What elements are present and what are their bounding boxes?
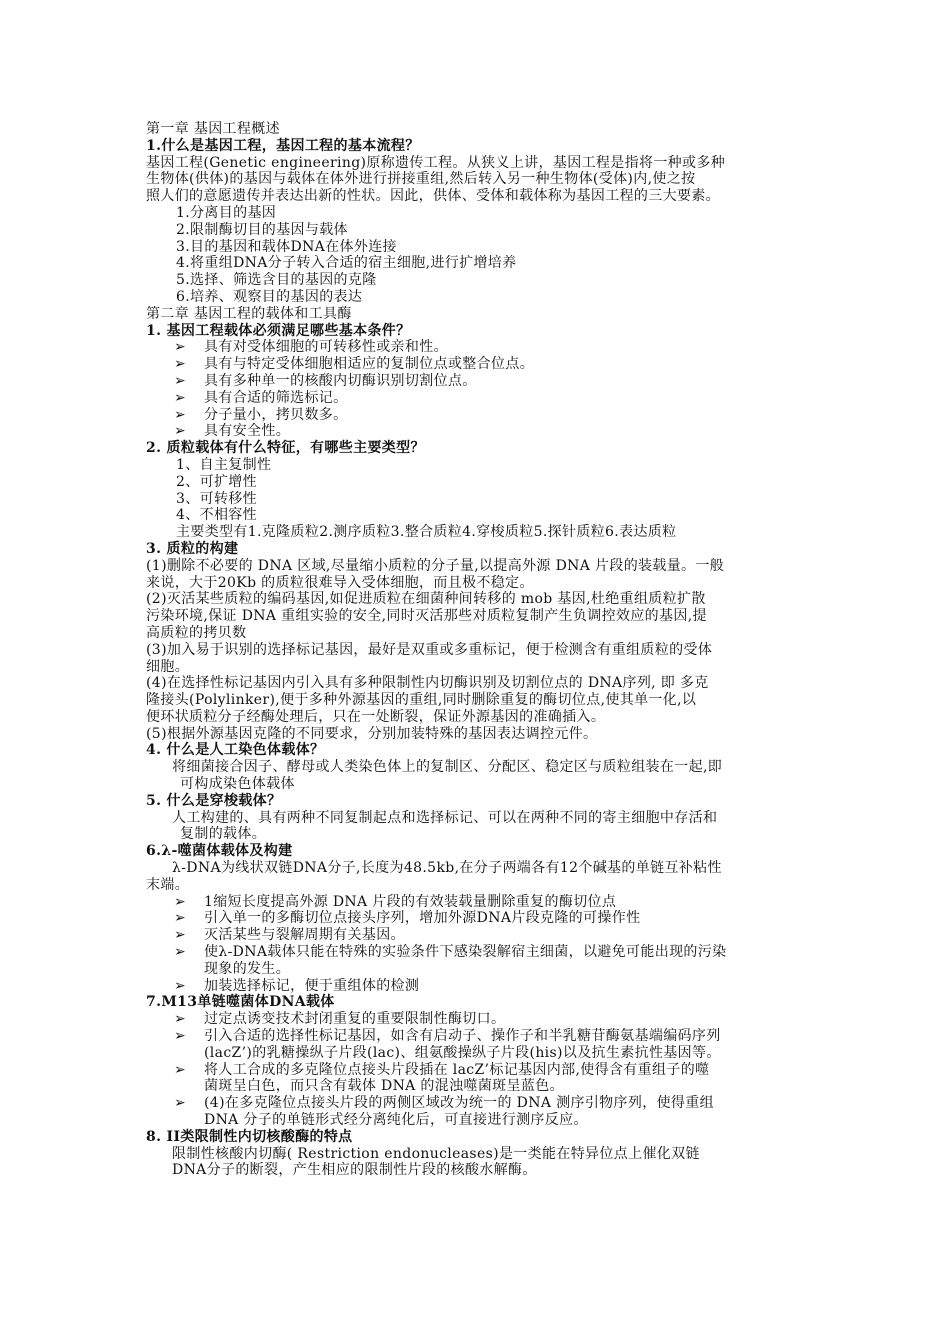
step-item: 5.选择、筛选含目的基因的克隆 bbox=[176, 272, 377, 289]
arrow-bullet-icon: ➢ bbox=[174, 356, 187, 373]
bullet-item bbox=[146, 407, 816, 424]
paragraph-line: 细胞。 bbox=[146, 658, 190, 675]
chapter-2-title: 第二章 基因工程的载体和工具酶 bbox=[146, 305, 352, 322]
paragraph-line: 来说，大于20Kb 的质粒很难导入受体细胞，而且极不稳定。 bbox=[146, 574, 534, 591]
bullet-item bbox=[146, 356, 816, 373]
question-heading: 6.λ-噬菌体载体及构建 bbox=[146, 843, 293, 860]
bullet-text: (4)在多克隆位点接头片段的两侧区域改为统一的 DNA 测序引物序列，使得重组 bbox=[204, 1095, 714, 1112]
paragraph-line: (2)灭活某些质粒的编码基因,如促进质粒在细菌种间转移的 mob 基因,杜绝重组质粒扩散 bbox=[146, 591, 706, 608]
paragraph-line: 末端。 bbox=[146, 876, 190, 893]
bullet-text: 灭活某些与裂解周期有关基因。 bbox=[204, 927, 405, 944]
step-item: 6.培养、观察目的基因的表达 bbox=[176, 288, 363, 305]
paragraph-line: (3)加入易于识别的选择标记基因，最好是双重或多重标记，便于检测含有重组质粒的受体 bbox=[146, 641, 713, 658]
paragraph-line: λ-DNA为线状双链DNA分子,长度为48.5kb,在分子两端各有12个碱基的单链互补粘性 bbox=[172, 860, 722, 877]
bullet-item bbox=[146, 944, 816, 961]
arrow-bullet-icon: ➢ bbox=[174, 406, 187, 423]
bullet-text: 1缩短长度提高外源 DNA 片段的有效装载量删除重复的酶切位点 bbox=[204, 893, 617, 910]
arrow-bullet-icon: ➢ bbox=[174, 1028, 187, 1045]
bullet-text: 具有安全性。 bbox=[204, 423, 291, 440]
question-heading: 8. II类限制性内切核酸酶的特点 bbox=[146, 1128, 353, 1145]
step-item: 4.将重组DNA分子转入合适的宿主细胞,进行扩增培养 bbox=[176, 255, 517, 272]
paragraph-line: 高质粒的拷贝数 bbox=[146, 624, 247, 641]
bullet-continuation: DNA 分子的单链形式经分离纯化后，可直接进行测序反应。 bbox=[204, 1112, 588, 1129]
paragraph-line: 污染环境,保证 DNA 重组实验的安全,同时灭活那些对质粒复制产生负调控效应的基因,提 bbox=[146, 608, 707, 625]
bullet-item bbox=[146, 1062, 816, 1079]
paragraph-line: (5)根据外源基因克隆的不同要求，分别加装特殊的基因表达调控元件。 bbox=[146, 725, 598, 742]
bullet-item bbox=[146, 390, 816, 407]
bullet-text: 使λ-DNA载体只能在特殊的实验条件下感染裂解宿主细菌，以避免可能出现的污染 bbox=[204, 944, 727, 961]
arrow-bullet-icon: ➢ bbox=[174, 1011, 187, 1028]
bullet-item bbox=[146, 339, 816, 356]
bullet-text: 引入合适的选择性标记基因，如含有启动子、操作子和半乳糖苷酶氨基端编码序列 bbox=[204, 1028, 721, 1045]
question-heading: 5. 什么是穿梭载体？ bbox=[146, 792, 282, 809]
question-heading: 7.M13单链噬菌体DNA载体 bbox=[146, 994, 335, 1011]
answer-line: 限制性核酸内切酶( Restriction endonucleases)是一类能在特异位点上催化双链 bbox=[172, 1145, 700, 1162]
bullet-text: 将人工合成的多克隆位点接头片段插在 lacZ’标记基因内部,使得含有重组子的噬 bbox=[204, 1061, 710, 1078]
arrow-bullet-icon: ➢ bbox=[174, 423, 187, 440]
answer-line: DNA分子的断裂，产生相应的限制性片段的核酸水解酶。 bbox=[172, 1162, 537, 1179]
answer-line: 复制的载体。 bbox=[180, 826, 267, 843]
bullet-continuation: 菌斑呈白色，而只含有载体 DNA 的混浊噬菌斑呈蓝色。 bbox=[204, 1078, 564, 1095]
arrow-bullet-icon: ➢ bbox=[174, 389, 187, 406]
bullet-text: 具有多种单一的核酸内切酶识别切割位点。 bbox=[204, 372, 477, 389]
chapter-1-title: 第一章 基因工程概述 bbox=[146, 121, 280, 137]
arrow-bullet-icon: ➢ bbox=[174, 893, 187, 910]
arrow-bullet-icon: ➢ bbox=[174, 372, 187, 389]
question-heading: 1.什么是基因工程，基因工程的基本流程？ bbox=[146, 137, 420, 154]
bullet-item bbox=[146, 1095, 816, 1112]
step-item: 1.分离目的基因 bbox=[176, 204, 277, 221]
bullet-text: 过定点诱变技术封闭重复的重要限制性酶切口。 bbox=[204, 1011, 506, 1028]
bullet-text: 加装选择标记，便于重组体的检测 bbox=[204, 977, 420, 994]
question-heading: 4. 什么是人工染色体载体？ bbox=[146, 742, 325, 759]
arrow-bullet-icon: ➢ bbox=[174, 910, 187, 927]
list-item: 2、可扩增性 bbox=[176, 473, 258, 490]
paragraph-line: 隆接头(Polylinker),便于多种外源基因的重组,同时删除重复的酶切位点,使其单一化,以 bbox=[146, 692, 697, 709]
step-item: 3.目的基因和载体DNA在体外连接 bbox=[176, 238, 397, 255]
paragraph-line: 基因工程(Genetic engineering)原称遗传工程。从狭义上讲，基因工程是指将一种或多种 bbox=[146, 154, 726, 171]
answer-line: 可构成染色体载体 bbox=[180, 776, 295, 793]
answer-line: 将细菌接合因子、酵母或人类染色体上的复制区、分配区、稳定区与质粒组装在一起,即 bbox=[172, 759, 723, 776]
arrow-bullet-icon: ➢ bbox=[174, 1061, 187, 1078]
bullet-item bbox=[146, 978, 816, 995]
document-page bbox=[146, 121, 816, 1179]
question-heading: 3. 质粒的构建 bbox=[146, 540, 239, 557]
plasmid-types: 主要类型有1.克隆质粒2.测序质粒3.整合质粒4.穿梭质粒5.探针质粒6.表达质粒 bbox=[176, 524, 677, 541]
bullet-item bbox=[146, 373, 816, 390]
bullet-continuation: (lacZ’)的乳糖操纵子片段(lac)、组氨酸操纵子片段(his)以及抗生素抗性基因等。 bbox=[204, 1044, 721, 1061]
question-heading: 1. 基因工程载体必须满足哪些基本条件？ bbox=[146, 322, 411, 339]
bullet-item bbox=[146, 1011, 816, 1028]
bullet-text: 分子量小，拷贝数多。 bbox=[204, 406, 348, 423]
bullet-continuation: 现象的发生。 bbox=[204, 960, 291, 977]
list-item: 3、可转移性 bbox=[176, 490, 258, 507]
bullet-text: 具有与特定受体细胞相适应的复制位点或整合位点。 bbox=[204, 356, 535, 373]
question-heading: 2. 质粒载体有什么特征，有哪些主要类型？ bbox=[146, 440, 425, 457]
list-item: 4、不相容性 bbox=[176, 507, 258, 524]
arrow-bullet-icon: ➢ bbox=[174, 339, 187, 356]
arrow-bullet-icon: ➢ bbox=[174, 944, 187, 961]
bullet-item bbox=[146, 1028, 816, 1045]
paragraph-line: (1)删除不必要的 DNA 区域,尽量缩小质粒的分子量,以提高外源 DNA 片段的装载量。一般 bbox=[146, 557, 725, 574]
bullet-text: 具有对受体细胞的可转移性或亲和性。 bbox=[204, 339, 448, 356]
answer-line: 人工构建的、具有两种不同复制起点和选择标记、可以在两种不同的寄主细胞中存活和 bbox=[172, 809, 718, 826]
bullet-text: 具有合适的筛选标记。 bbox=[204, 389, 348, 406]
paragraph-line: 生物体(供体)的基因与载体在体外进行拼接重组,然后转入另一种生物体(受体)内,使之按 bbox=[146, 171, 696, 188]
step-item: 2.限制酶切目的基因与载体 bbox=[176, 221, 348, 238]
bullet-text: 引入单一的多酶切位点接头序列，增加外源DNA片段克隆的可操作性 bbox=[204, 910, 641, 927]
bullet-item bbox=[146, 927, 816, 944]
bullet-item bbox=[146, 910, 816, 927]
list-item: 1、自主复制性 bbox=[176, 456, 272, 473]
bullet-item bbox=[146, 423, 816, 440]
paragraph-line: 便环状质粒分子经酶处理后，只在一处断裂，保证外源基因的准确插入。 bbox=[146, 708, 606, 725]
paragraph-line: 照人们的意愿遗传并表达出新的性状。因此，供体、受体和载体称为基因工程的三大要素。 bbox=[146, 188, 720, 205]
arrow-bullet-icon: ➢ bbox=[174, 977, 187, 994]
paragraph-line: (4)在选择性标记基因内引入具有多种限制性内切酶识别及切割位点的 DNA序列, 即 多克 bbox=[146, 675, 709, 692]
arrow-bullet-icon: ➢ bbox=[174, 927, 187, 944]
arrow-bullet-icon: ➢ bbox=[174, 1095, 187, 1112]
bullet-item bbox=[146, 894, 816, 911]
